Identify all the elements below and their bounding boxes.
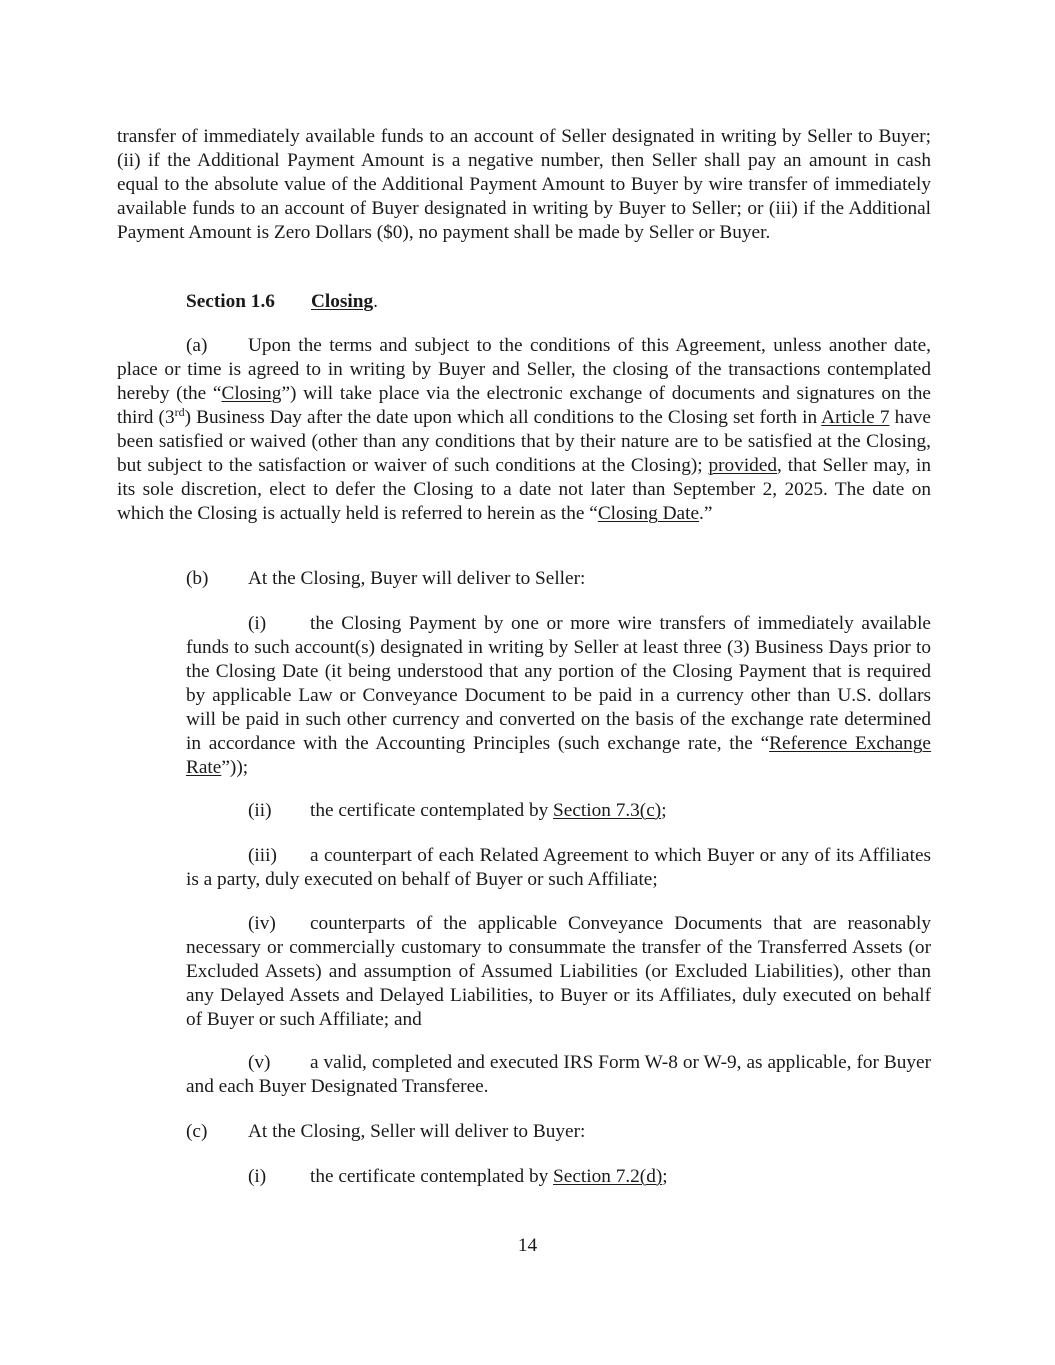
section-7-3c-reference: Section 7.3(c): [553, 800, 662, 821]
paragraph-c-label: (c): [186, 1121, 208, 1142]
defined-term-closing-date: Closing Date: [597, 503, 700, 524]
section-title-suffix: .: [373, 291, 378, 312]
paragraph-b-v-label: (v): [248, 1052, 271, 1073]
paragraph-c-i: (i) the certificate contemplated by Section 7.2(d);: [248, 1166, 668, 1187]
page-number: 14: [517, 1235, 538, 1256]
paragraph-b-iii: (iii) a counterpart of each Related Agreement to which Buyer or any of its Affiliates is a party, duly executed on behalf of Buyer or such Affiliate;: [186, 845, 931, 890]
continuation-paragraph: transfer of immediately available funds to an account of Seller designated in writing by Seller to Buyer; (ii) if the Additional Payment Amount is a negative number, then Seller shall pay an amount in cash equal to the absolute value of the Additional Payment Amount to Buyer by wire transfer of immediately available funds to an account of Buyer designated in writing by Buyer to Seller; or (iii) if the Additional Payment Amount is Zero Dollars ($0), no payment shall be made by Seller or Buyer.: [117, 126, 931, 243]
section-title: Closing: [311, 291, 374, 312]
section-number: Section 1.6: [186, 291, 275, 312]
paragraph-b-i-label: (i): [248, 613, 267, 634]
paragraph-a-label: (a): [186, 335, 208, 356]
defined-term-closing: Closing: [221, 383, 282, 404]
paragraph-b: (b) At the Closing, Buyer will deliver to Seller:: [186, 568, 586, 589]
paragraph-b-v: (v) a valid, completed and executed IRS Form W-8 or W-9, as applicable, for Buyer and each Buyer Designated Transferee.: [186, 1052, 931, 1097]
paragraph-c-i-label: (i): [248, 1166, 267, 1187]
paragraph-a: (a) Upon the terms and subject to the conditions of this Agreement, unless another date, place or time is agreed to in writing by Buyer and Seller, the closing of the transactions contemplated hereby (the “Closing”) will take place via the electronic exchange of documents and signatures on the third (3rd) Business Day after the date upon which all conditions to the Closing set forth in Article 7 have been satisfied or waived (other than any conditions that by their nature are to be satisfied at the Closing, but subject to the satisfaction or waiver of such conditions at the Closing); provided, that Seller may, in its sole discretion, elect to defer the Closing to a date not later than September 2, 2025. The date on which the Closing is actually held is referred to herein as the “Closing Date.”: [117, 335, 931, 524]
paragraph-b-ii-label: (ii): [248, 800, 272, 821]
section-heading: [186, 290, 378, 314]
defined-term-reference-exchange-rate: Reference Exchange Rate: [186, 733, 931, 778]
section-7-2d-reference: Section 7.2(d): [553, 1166, 663, 1187]
paragraph-b-iii-label: (iii): [248, 845, 277, 866]
paragraph-b-label: (b): [186, 568, 209, 589]
paragraph-b-iv-label: (iv): [248, 913, 276, 934]
article-7-reference: Article 7: [821, 407, 890, 428]
paragraph-b-iv: (iv) counterparts of the applicable Conveyance Documents that are reasonably necessary or commercially customary to consummate the transfer of the Transferred Assets (or Excluded Assets) and assumption of Assumed Liabilities (or Excluded Liabilities), other than any Delayed Assets and Delayed Liabilities, to Buyer or its Affiliates, duly executed on behalf of Buyer or such Affiliate; and: [186, 913, 931, 1030]
paragraph-c: (c) At the Closing, Seller will deliver to Buyer:: [186, 1121, 586, 1142]
paragraph-b-i: (i) the Closing Payment by one or more wire transfers of immediately available funds to such account(s) designated in writing by Seller at least three (3) Business Days prior to the Closing Date (it being understood that any portion of the Closing Payment that is required by applicable Law or Conveyance Document to be paid in a currency other than U.S. dollars will be paid in such other currency and converted on the basis of the exchange rate determined in accordance with the Accounting Principles (such exchange rate, the “Reference Exchange Rate”));: [186, 613, 931, 778]
ordinal-superscript: rd: [174, 405, 185, 419]
paragraph-b-ii: (ii) the certificate contemplated by Section 7.3(c);: [248, 800, 667, 821]
defined-term-provided: provided: [708, 455, 778, 476]
